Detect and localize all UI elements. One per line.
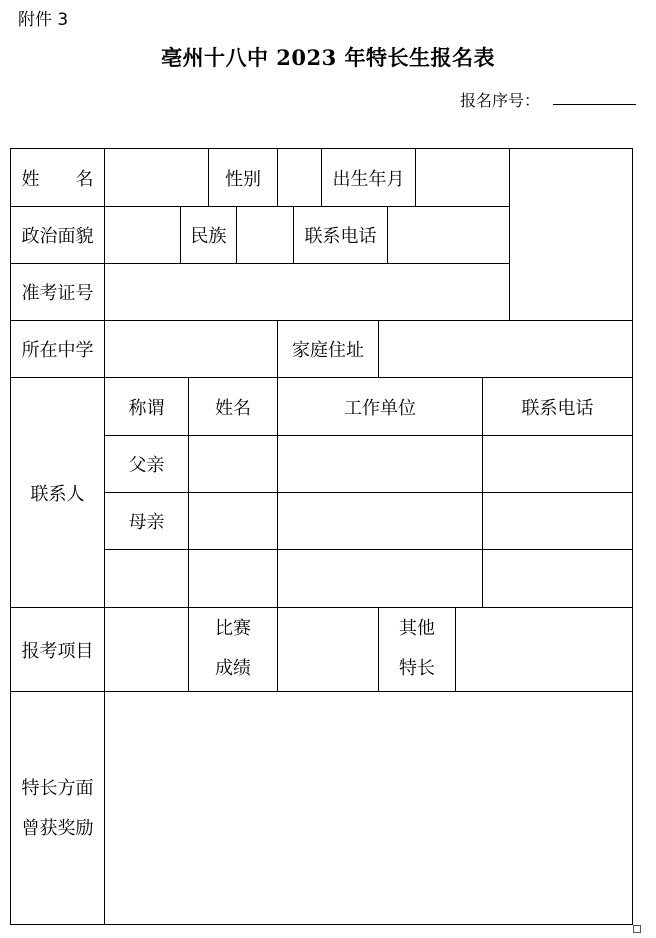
- other-talent-label-line1: 其他: [399, 618, 435, 639]
- political-label: 政治面貌: [21, 226, 94, 247]
- address-input-cell[interactable]: [378, 320, 633, 378]
- contacts-label: 联系人: [30, 483, 85, 505]
- father-phone-cell[interactable]: [482, 435, 633, 493]
- awards-input-cell[interactable]: [104, 691, 633, 925]
- score-label-line2: 成绩: [215, 658, 251, 679]
- mother-name-cell[interactable]: [188, 492, 278, 550]
- exam-id-input-cell[interactable]: [104, 263, 510, 321]
- other-talent-label-line2: 特长: [399, 658, 435, 679]
- gender-label: 性别: [225, 168, 261, 190]
- name-input-cell[interactable]: [104, 148, 209, 207]
- mother-phone-cell[interactable]: [482, 492, 633, 550]
- ethnicity-input-cell[interactable]: [236, 206, 294, 264]
- score-label-line1: 比赛: [215, 618, 251, 639]
- father-label: 父亲: [128, 455, 165, 476]
- school-label: 所在中学: [21, 340, 94, 361]
- father-name-cell[interactable]: [188, 435, 278, 493]
- father-employer-cell[interactable]: [277, 435, 483, 493]
- other-name-cell[interactable]: [188, 549, 278, 608]
- birth-input-cell[interactable]: [415, 148, 510, 207]
- other-relation-cell[interactable]: [104, 549, 189, 608]
- other-phone-cell[interactable]: [482, 549, 633, 608]
- phone-label: 联系电话: [304, 226, 377, 247]
- other-talent-input-cell[interactable]: [455, 607, 633, 692]
- serial-number-field[interactable]: [553, 104, 636, 105]
- form-title: 亳州十八中 2023 年特长生报名表: [160, 45, 496, 70]
- project-label: 报考项目: [21, 640, 94, 662]
- attachment-label: 附件 3: [18, 10, 69, 30]
- header-name: 姓名: [215, 397, 251, 419]
- mother-employer-cell[interactable]: [277, 492, 483, 550]
- name-label: 姓 名: [21, 168, 94, 190]
- score-input-cell[interactable]: [277, 607, 379, 692]
- header-phone: 联系电话: [521, 397, 594, 419]
- other-talent-label: [378, 609, 456, 689]
- exam-id-label: 准考证号: [21, 283, 94, 304]
- birth-label: 出生年月: [332, 168, 405, 190]
- serial-number-label: 报名序号：: [460, 91, 541, 110]
- header-employer: 工作单位: [344, 397, 416, 419]
- score-label: [188, 609, 278, 689]
- awards-label-line1: 特长方面: [21, 778, 94, 799]
- political-input-cell[interactable]: [104, 206, 181, 264]
- photo-cell[interactable]: [509, 148, 633, 321]
- gender-input-cell[interactable]: [277, 148, 322, 207]
- school-input-cell[interactable]: [104, 320, 278, 378]
- phone-input-cell[interactable]: [387, 206, 510, 264]
- other-employer-cell[interactable]: [277, 549, 483, 608]
- awards-label: [10, 769, 105, 849]
- mother-label: 母亲: [128, 512, 165, 533]
- awards-label-line2: 曾获奖励: [21, 818, 94, 839]
- address-label: 家庭住址: [292, 340, 364, 361]
- project-input-cell[interactable]: [104, 607, 189, 692]
- ethnicity-label: 民族: [190, 226, 227, 247]
- header-relation: 称谓: [128, 397, 165, 419]
- paragraph-marker: [633, 925, 641, 933]
